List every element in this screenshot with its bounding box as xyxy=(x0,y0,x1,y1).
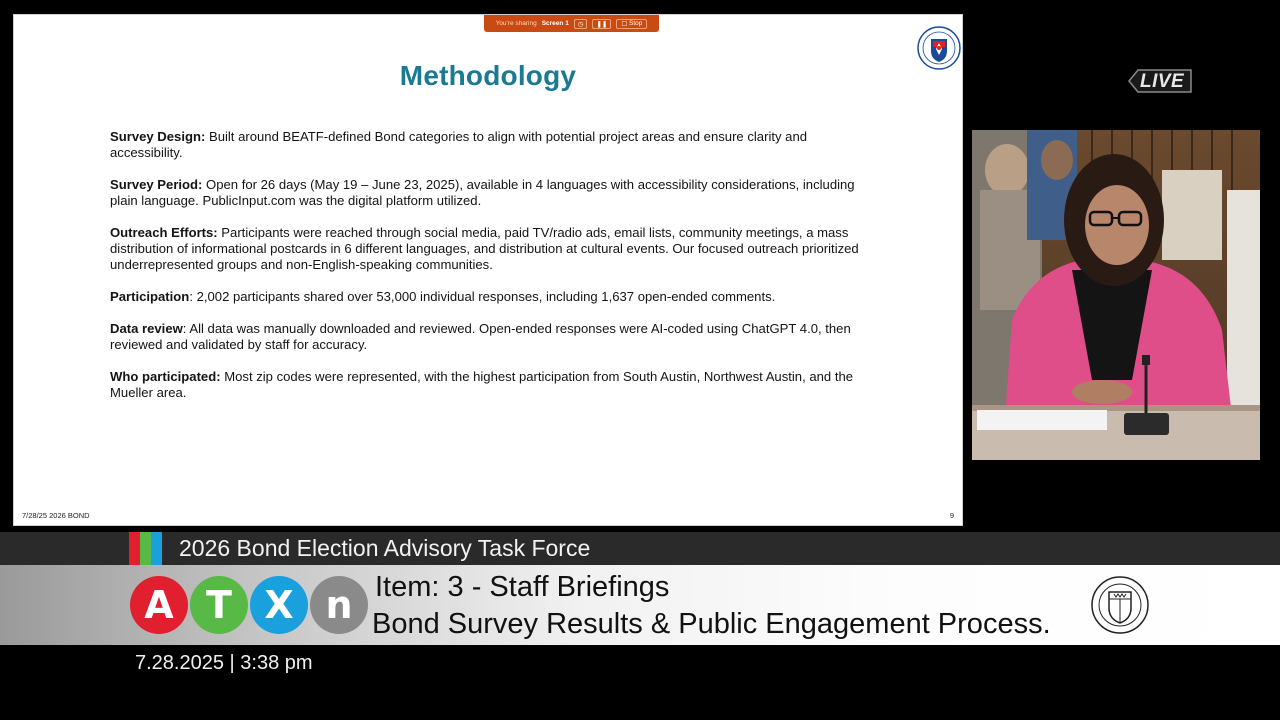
sharing-screen-name: Screen 1 xyxy=(541,20,569,27)
topic-color-blocks xyxy=(129,532,162,565)
atxn-logo xyxy=(130,576,368,634)
atxn-letter-t: T xyxy=(190,576,248,634)
paragraph-text: : All data was manually downloaded and reviewed. Open-ended responses were AI-coded using ChatGPT 4.0, then reviewed and validated by staff for accuracy. xyxy=(110,321,851,352)
methodology-paragraph xyxy=(110,369,870,401)
green-block xyxy=(140,532,151,565)
red-block xyxy=(129,532,140,565)
live-badge xyxy=(1128,69,1192,93)
agenda-item-subtitle: Bond Survey Results & Public Engagement Process. xyxy=(372,608,1051,640)
methodology-paragraph xyxy=(110,225,870,273)
speaker-video-image xyxy=(972,130,1260,460)
paragraph-heading: Survey Period: xyxy=(110,177,203,192)
stop-share-button[interactable] xyxy=(616,19,647,29)
paragraph-text: Built around BEATF-defined Bond categories to align with potential project areas and ensure clarity and accessibility. xyxy=(110,129,808,160)
methodology-paragraph xyxy=(110,129,870,161)
stop-square-icon: ☐ xyxy=(621,20,628,28)
sharing-label: You're sharing xyxy=(495,20,537,27)
stop-share-label: Stop xyxy=(629,20,643,27)
blue-block xyxy=(151,532,162,565)
methodology-paragraph xyxy=(110,289,870,305)
share-options-icon[interactable]: ◷ xyxy=(574,19,588,29)
meeting-topic-bar xyxy=(0,532,1280,565)
shared-slide xyxy=(13,14,963,526)
broadcast-timestamp: 7.28.2025 | 3:38 pm xyxy=(135,652,313,674)
agenda-item-bar xyxy=(0,565,1280,645)
paragraph-heading: Who participated: xyxy=(110,369,221,384)
screen-share-bar[interactable] xyxy=(484,15,659,32)
paragraph-text: : 2,002 participants shared over 53,000 individual responses, including 1,637 open-ended comments. xyxy=(189,289,776,304)
slide-title: Methodology xyxy=(399,60,577,91)
paragraph-heading: Survey Design: xyxy=(110,129,206,144)
paragraph-text: Most zip codes were represented, with the highest participation from South Austin, Northwest Austin, and the Mueller area. xyxy=(110,369,854,400)
atxn-letter-x: X xyxy=(250,576,308,634)
atxn-letter-n: n xyxy=(310,576,368,634)
atxn-letter-a: A xyxy=(130,576,188,634)
meeting-topic: 2026 Bond Election Advisory Task Force xyxy=(179,535,591,561)
slide-body xyxy=(110,129,870,417)
paragraph-text: Participants were reached through social media, paid TV/radio ads, email lists, community meetings, a mass distribution of informational postcards in 6 different languages, and distribution at cultural events. Our focused outreach prioritized underrepresented groups and non-English-speaking communities. xyxy=(110,225,859,272)
methodology-paragraph xyxy=(110,177,870,209)
paragraph-heading: Participation xyxy=(110,289,190,304)
pause-share-icon[interactable]: ❚❚ xyxy=(592,19,611,29)
paragraph-heading: Outreach Efforts: xyxy=(110,225,218,240)
paragraph-text: Open for 26 days (May 19 – June 23, 2025), available in 4 languages with accessibility considerations, including plain language. PublicInput.com was the digital platform utilized. xyxy=(110,177,855,208)
slide-page-number: 9 xyxy=(949,511,954,520)
agenda-item-title: Item: 3 - Staff Briefings xyxy=(375,571,670,603)
paragraph-heading: Data review xyxy=(110,321,183,336)
city-of-austin-seal-logo xyxy=(1090,575,1150,635)
live-label: LIVE xyxy=(1140,71,1185,92)
speaker-camera-feed xyxy=(972,130,1260,460)
methodology-paragraph xyxy=(110,321,870,353)
slide-footer-date: 7/28/25 2026 BOND xyxy=(22,511,90,520)
